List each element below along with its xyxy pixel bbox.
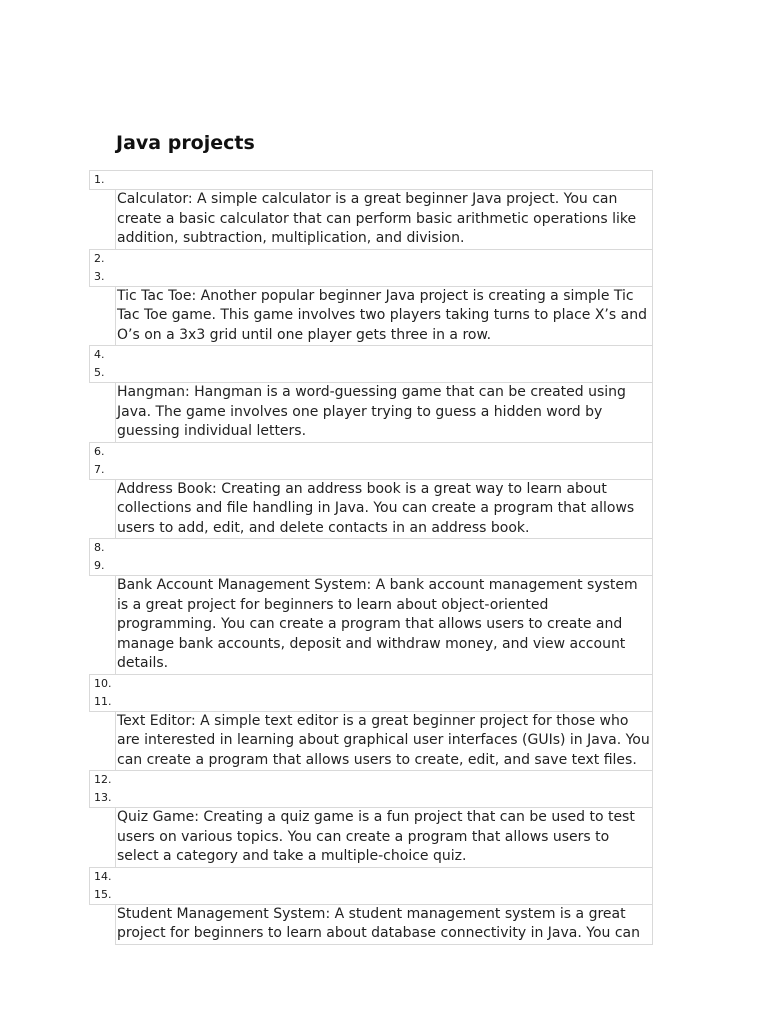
number-row bbox=[90, 171, 653, 190]
list-item-text: Text Editor: A simple text editor is a great beginner project for those who are interested in learning about graphical user interfaces (GUIs) in Java. You can create a program that allows users to create, edit, and save text files. bbox=[116, 711, 653, 771]
list-item bbox=[90, 383, 653, 443]
list-item-text: Address Book: Creating an address book is a great way to learn about collections and file handling in Java. You can create a program that allows users to add, edit, and delete contacts in an address book. bbox=[116, 479, 653, 539]
number-cell bbox=[90, 539, 653, 576]
list-item-text: Tic Tac Toe: Another popular beginner Java project is creating a simple Tic Tac Toe game. This game involves two players taking turns to place X’s and O’s on a 3x3 grid until one player gets three in a row. bbox=[116, 286, 653, 346]
list-item-text: Bank Account Management System: A bank account management system is a great project for beginners to learn about object-oriented programming. You can create a program that allows users to create and manage bank accounts, deposit and withdraw money, and view account details. bbox=[116, 576, 653, 675]
list-number: 1. bbox=[94, 173, 105, 186]
number-row bbox=[90, 346, 653, 383]
list-number: 4. bbox=[94, 348, 105, 361]
number-cell bbox=[90, 442, 653, 479]
list-number: 10. bbox=[94, 676, 112, 690]
indent-cell bbox=[90, 808, 116, 868]
list-number: 2. bbox=[94, 251, 105, 265]
number-row bbox=[90, 442, 653, 479]
number-row bbox=[90, 771, 653, 808]
projects-table-body bbox=[90, 171, 653, 945]
list-item-text: Quiz Game: Creating a quiz game is a fun project that can be used to test users on various topics. You can create a program that allows users to select a category and take a multiple-choice quiz. bbox=[116, 808, 653, 868]
projects-table bbox=[89, 170, 653, 945]
indent-cell bbox=[90, 286, 116, 346]
list-item bbox=[90, 808, 653, 868]
list-item bbox=[90, 190, 653, 250]
number-row bbox=[90, 867, 653, 904]
list-item bbox=[90, 576, 653, 675]
number-cell bbox=[90, 346, 653, 383]
list-number: 12. bbox=[94, 773, 112, 786]
list-item-text: Hangman: Hangman is a word-guessing game that can be created using Java. The game involves one player trying to guess a hidden word by guessing individual letters. bbox=[116, 383, 653, 443]
list-number: 7. bbox=[94, 462, 105, 476]
list-item-text: Student Management System: A student management system is a great project for beginners to learn about database connectivity in Java. You can bbox=[116, 904, 653, 944]
list-item bbox=[90, 286, 653, 346]
list-item bbox=[90, 479, 653, 539]
page-title: Java projects bbox=[116, 132, 255, 154]
list-number: 6. bbox=[94, 444, 105, 458]
list-number: 15. bbox=[94, 887, 112, 901]
list-number: 13. bbox=[94, 791, 112, 804]
indent-cell bbox=[90, 190, 116, 250]
number-row bbox=[90, 249, 653, 286]
number-cell bbox=[90, 171, 653, 190]
indent-cell bbox=[90, 383, 116, 443]
number-row bbox=[90, 674, 653, 711]
list-item bbox=[90, 711, 653, 771]
number-cell bbox=[90, 249, 653, 286]
list-number: 3. bbox=[94, 269, 105, 283]
list-item bbox=[90, 904, 653, 944]
indent-cell bbox=[90, 711, 116, 771]
list-number: 5. bbox=[94, 366, 105, 379]
list-number: 8. bbox=[94, 541, 105, 554]
number-cell bbox=[90, 771, 653, 808]
indent-cell bbox=[90, 479, 116, 539]
indent-cell bbox=[90, 904, 116, 944]
number-row bbox=[90, 539, 653, 576]
number-cell bbox=[90, 867, 653, 904]
list-number: 14. bbox=[94, 869, 112, 883]
list-number: 11. bbox=[94, 694, 112, 708]
list-item-text: Calculator: A simple calculator is a great beginner Java project. You can create a basic calculator that can perform basic arithmetic operations like addition, subtraction, multiplication, and division. bbox=[116, 190, 653, 250]
indent-cell bbox=[90, 576, 116, 675]
list-number: 9. bbox=[94, 559, 105, 572]
number-cell bbox=[90, 674, 653, 711]
